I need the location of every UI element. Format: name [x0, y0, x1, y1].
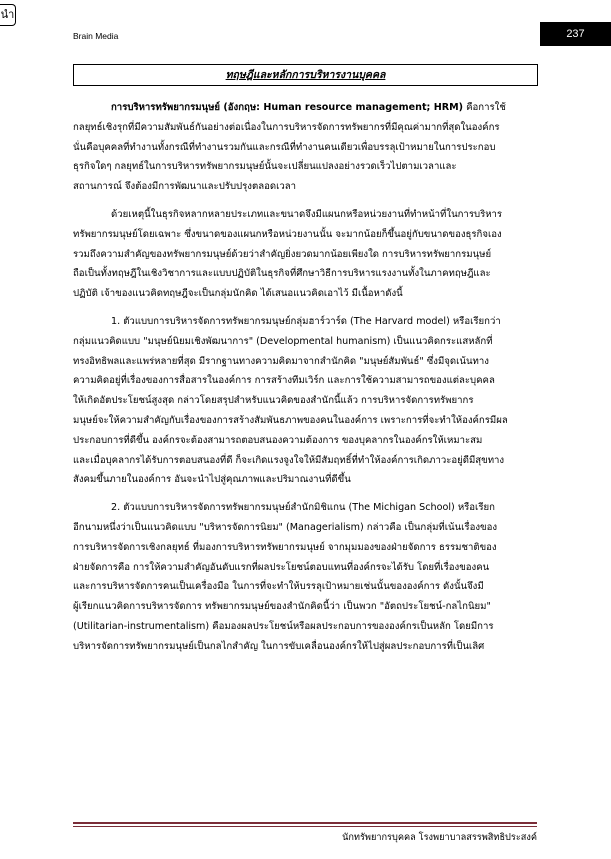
paragraph-line: กลยุทธ์เชิงรุกที่มีความสัมพันธ์กันอย่างต่อเนื่องในการบริหารจัดการทรัพยากรที่มีคุณค่ามากที่สุดในองค์กร [73, 121, 500, 133]
paragraph-line: สถานการณ์ จึงต้องมีการพัฒนาและปรับปรุงตลอดเวลา [73, 181, 297, 193]
footer-affiliation: นักทรัพยากรบุคคล โรงพยาบาลสรรพสิทธิประสงค์ [342, 832, 537, 843]
section-title: ทฤษฎีและหลักการบริหารงานบุคคล [73, 64, 538, 86]
paragraph-line: ฝ่ายจัดการคือ การให้ความสำคัญอันดับแรกที่ผลประโยชน์ตอบแทนที่องค์กรจะได้รับ โดยที่เรื่องของคน [73, 561, 490, 573]
footer-divider [73, 822, 537, 824]
paragraph-line: 2. ตัวแบบการบริหารจัดการทรัพยากรมนุษย์สำนักมิชิแกน (The Michigan School) หรือเรียก [111, 502, 495, 514]
paragraph-line: และการบริหารจัดการคนเป็นเครื่องมือ ในการที่จะทำให้บรรลุเป้าหมายเช่นนั้นขององค์การ ดังนั้นจึงมี [73, 581, 484, 593]
page-number: 237 [540, 22, 611, 46]
paragraph-line: ปฏิบัติ เจ้าของแนวคิดทฤษฎีจะเป็นกลุ่มนักคิด ได้เสนอแนวคิดเอาไว้ มีเนื้อหาดังนี้ [73, 288, 403, 300]
paragraph-text: คือการใช้ [463, 102, 506, 113]
paragraph-line: และเมื่อบุคลากรได้รับการตอบสนองที่ดี ก็จะเกิดแรงจูงใจให้มีสัมฤทธิ์ที่ทำให้องค์การเกิดภาวะอยู่ดีมีสุขทาง [73, 454, 505, 466]
paragraph-hr-departments [73, 205, 539, 304]
paragraph-hrm-definition [73, 98, 539, 197]
paragraph-line: อีกนามหนึ่งว่าเป็นแนวคิดแบบ "บริหารจัดการนิยม" (Managerialism) กล่าวคือ เป็นกลุ่มที่เน้นเรื่องของ [73, 521, 498, 533]
paragraph-line: (Utilitarian-instrumentalism) คือมองผลประโยชน์หรือผลประกอบการขององค์กรเป็นหลัก โดยมีการ [73, 620, 494, 632]
paragraph-line: บริหารจัดการทรัพยากรมนุษย์เป็นกลไกสำคัญ ในการขับเคลื่อนองค์กรให้ไปสู่ผลประกอบการที่เป็นเลิศ [73, 640, 485, 652]
paragraph-line: ประกอบการที่ดีขึ้น องค์กรจะต้องสามารถตอบสนองความต้องการ ของบุคลากรในองค์กรให้เหมาะสม [73, 434, 483, 446]
hrm-lead-term: การบริหารทรัพยากรมนุษย์ (อังกฤษ: Human resource management; HRM) [111, 102, 464, 113]
paragraph-harvard-model [73, 312, 539, 490]
paragraph-line: ถือเป็นทั้งทฤษฎีในเชิงวิชาการและแบบปฏิบัติในธุรกิจที่ศึกษาวิธีการบริหารแรงงานทั้งในภาคทฤษฎีและ [73, 268, 491, 280]
paragraph-line: ผู้เรียกแนวคิดการบริหารจัดการ ทรัพยากรมนุษย์ของสำนักคิดนี้ว่า เป็นพวก "อัตถประโยชน์-กลไกนิยม" [73, 601, 491, 613]
paragraph-line: 1. ตัวแบบการบริหารจัดการทรัพยากรมนุษย์กลุ่มฮาร์วาร์ด (The Harvard model) หรือเรียกว่า [111, 315, 501, 327]
paragraph-line: มนุษย์จะให้ความสำคัญกับเรื่องของการสร้างสัมพันธภาพของคนในองค์การ เพราะการที่จะทำให้องค์กรมีผล [73, 414, 508, 426]
paragraph-line [73, 98, 539, 118]
paragraph-line: ทรงอิทธิพลและแพร่หลายที่สุด มีรากฐานทางความคิดมาจากสำนักคิด "มนุษย์สัมพันธ์" ซึ่งมีจุดเน้นทาง [73, 355, 489, 367]
paragraph-line: กลุ่มแนวคิดแบบ "มนุษย์นิยมเชิงพัฒนาการ" (Developmental humanism) เป็นแนวคิดกระแสหลักที่ [73, 335, 493, 347]
paragraph-line: ธุรกิจใดๆ กลยุทธ์ในการบริหารทรัพยากรมนุษย์นั้นจะเปลี่ยนแปลงอย่างรวดเร็วไปตามเวลาและ [73, 161, 457, 173]
footer-divider [73, 826, 537, 827]
brand-name: Brain Media [73, 31, 119, 41]
paragraph-michigan-school [73, 498, 539, 656]
paragraph-line: ให้เกิดอัตประโยชน์สูงสุด กล่าวโดยสรุปสำหรับแนวคิดของสำนักนี้แล้ว การบริหารจัดการทรัพยากร [73, 395, 474, 407]
paragraph-line: ด้วยเหตุนี้ในธุรกิจหลากหลายประเภทและขนาดจึงมีแผนกหรือหน่วยงานที่ทำหน้าที่ในการบริหาร [111, 208, 503, 220]
paragraph-line: การบริหารจัดการเชิงกลยุทธ์ ที่มองการบริหารทรัพยากรมนุษย์ จากมุมมองของฝ่ายจัดการ ธรรมชาติของ [73, 541, 497, 553]
paragraph-line: รวมถึงความสำคัญของทรัพยากรมนุษย์ด้วยว่าสำคัญยิ่งยวดมากน้อยเพียงใด การบริหารทรัพยากรมนุษย์ [73, 248, 492, 260]
paragraph-line: ความคิดอยู่ที่เรื่องของการสื่อสารในองค์การ การสร้างทีมเวิร์ก และการใช้ความสามารถของแต่ละบุคคล [73, 375, 495, 387]
document-body [73, 98, 539, 665]
back-button[interactable]: นำ [0, 4, 16, 26]
paragraph-line: ทรัพยากรมนุษย์โดยเฉพาะ ซึ่งขนาดของแผนกหรือหน่วยงานนั้น จะมากน้อยก็ขึ้นอยู่กับขนาดของธุรกิจเอง [73, 228, 502, 240]
paragraph-line: สังคมขึ้นภายในองค์การ อันจะนำไปสู่คุณภาพและปริมาณงานที่ดีขึ้น [73, 474, 351, 486]
paragraph-line: นั่นคือบุคคลที่ทำงานทั้งกรณีที่ทำงานรวมกันและกรณีที่ทำงานคนเดียวเพื่อบรรลุเป้าหมายในการประกอบ [73, 141, 496, 153]
